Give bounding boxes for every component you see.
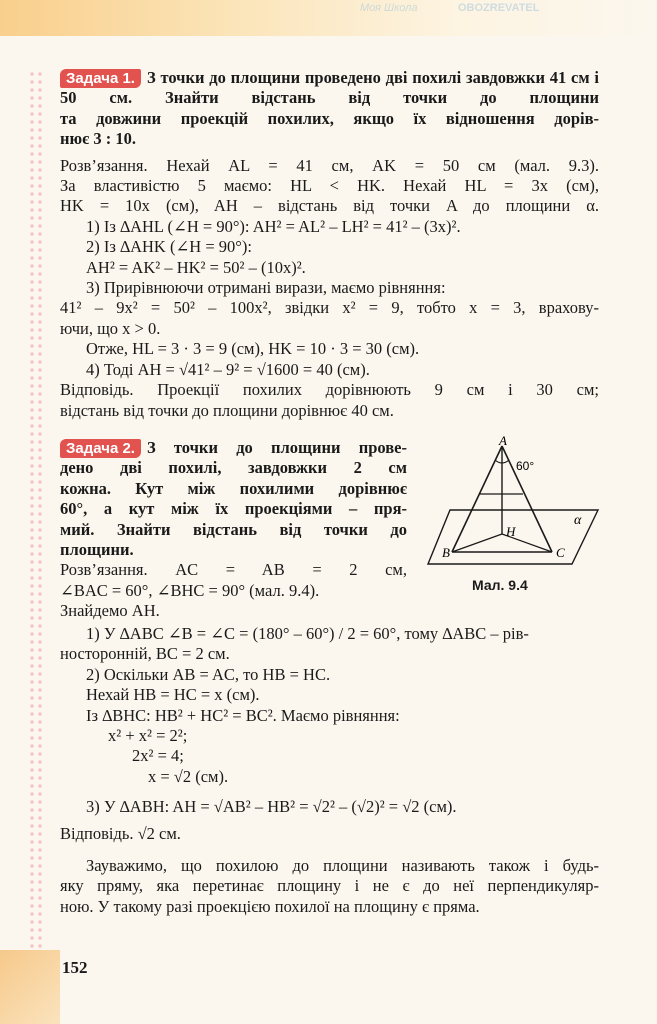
watermark: Моя Школа <box>360 2 418 14</box>
label-c: C <box>556 545 565 560</box>
task-1-answer-line: Відповідь. Проекції похилих дорівнюють 9 см і 30 см; <box>60 380 599 400</box>
task-1-solution-line: 41² – 9x² = 50² – 100x², звідки x² = 9, тобто x = 3, врахову- <box>60 298 599 318</box>
task-2-solution-line: Із ∆BHC: HB² + HC² = BC². Маємо рівняння: <box>86 705 400 725</box>
task-2-solution-line: Знайдемо AH. <box>60 601 160 621</box>
task-2-solution-line: 2x² = 4; <box>132 746 184 766</box>
task-2-statement: Задача 2. З точки до площини прове- <box>60 438 407 458</box>
task-1-solution-line: За властивістю 5 маємо: HL < HK. Нехай HL = 3x (см), <box>60 176 599 196</box>
task-1-solution-line: 4) Тоді AH = √41² – 9² = √1600 = 40 (см). <box>86 359 370 379</box>
task-2-solution-block <box>60 624 599 917</box>
watermark: OBOZREVATEL <box>458 2 540 14</box>
label-angle-60: 60° <box>516 459 535 473</box>
task-2-statement-line: кожна. Кут між похилими дорівнює <box>60 478 407 498</box>
task-2-answer: Відповідь. √2 см. <box>60 823 181 843</box>
task-2-statement-line: мий. Знайти відстань від точки до <box>60 519 407 539</box>
label-h: H <box>506 524 516 539</box>
task-2-solution-line: Розв’язання. AC = AB = 2 см, <box>60 560 407 580</box>
note-line: яку пряму, яка перетинає площину і не є до неї перпендикуляр- <box>60 876 599 896</box>
task-1-solution-line: 2) Із ∆AHK (∠H = 90°): <box>86 237 252 257</box>
page-corner-decoration <box>0 950 60 1024</box>
note-line: ною. У такому разі проекцією похилої на площину є пряма. <box>60 896 480 916</box>
task-2-solution-line: 3) У ∆ABH: AH = √AB² – HB² = √2² – (√2)² = √2 (см). <box>86 797 457 817</box>
task-1 <box>60 68 599 421</box>
task-2-statement-line: дено дві похилі, завдовжки 2 см <box>60 458 407 478</box>
note-line: Зауважимо, що похилою до площини називають також і будь- <box>86 856 599 876</box>
label-alpha: α <box>574 513 582 528</box>
task-2-solution-line: 2) Оскільки AB = AC, то HB = HC. <box>86 664 331 684</box>
task-1-solution-line: Отже, HL = 3 · 3 = 9 (см), HK = 10 · 3 = 30 (см). <box>86 339 420 359</box>
task-2-statement-block <box>60 438 407 622</box>
task-2-solution-line: x = √2 (см). <box>148 766 229 786</box>
task-1-solution-line: Розв’язання. Нехай AL = 41 см, AK = 50 см (мал. 9.3). <box>60 155 599 175</box>
margin-decoration <box>28 70 44 950</box>
task-2-statement-line: площини. <box>60 540 134 560</box>
task-2-solution-line: x² + x² = 2²; <box>108 726 188 746</box>
task-1-solution-line: 3) Прирівнюючи отримані вирази, маємо рівняння: <box>86 278 446 298</box>
task-1-solution-line: AH² = AK² – HK² = 50² – (10x)². <box>86 257 306 277</box>
label-a: A <box>499 436 507 448</box>
label-b: B <box>442 545 450 560</box>
task-1-badge: Задача 1. <box>60 69 141 88</box>
figure-caption: Мал. 9.4 <box>472 577 528 593</box>
task-2-statement-line: 60°, а кут між їх проекціями – пря- <box>60 499 407 519</box>
task-1-answer-line: відстань від точки до площини дорівнює 40 см. <box>60 400 394 420</box>
task-1-solution-line: ючи, що x > 0. <box>60 318 161 338</box>
page-header-band <box>0 0 657 36</box>
task-1-solution-line: 1) Із ∆AHL (∠H = 90°): AH² = AL² – LH² = 41² – (3x)². <box>86 216 461 236</box>
task-1-statement-line: та довжини проекцій похилих, якщо їх відношення дорів- <box>60 108 599 128</box>
task-2-badge: Задача 2. <box>60 439 141 458</box>
task-2-solution-line: носторонній, BC = 2 см. <box>60 644 230 664</box>
page-number: 152 <box>62 958 88 977</box>
task-2-solution-line: 1) У ∆ABC ∠B = ∠C = (180° – 60°) / 2 = 60°, тому ∆ABC – рів- <box>86 624 529 643</box>
task-1-solution-line: HK = 10x (см), AH – відстань від точки A до площини α. <box>60 196 599 216</box>
pyramid-figure <box>422 436 602 576</box>
task-2-solution-line: ∠BAC = 60°, ∠BHC = 90° (мал. 9.4). <box>60 580 320 600</box>
task-1-statement-line: нює 3 : 10. <box>60 129 136 149</box>
task-1-statement: Задача 1. З точки до площини проведено дві похилі завдовжки 41 см і 50 см. Знайти відстань від точки до площини <box>60 68 599 108</box>
task-2-solution-line: Нехай HB = HC = x (см). <box>86 685 260 705</box>
